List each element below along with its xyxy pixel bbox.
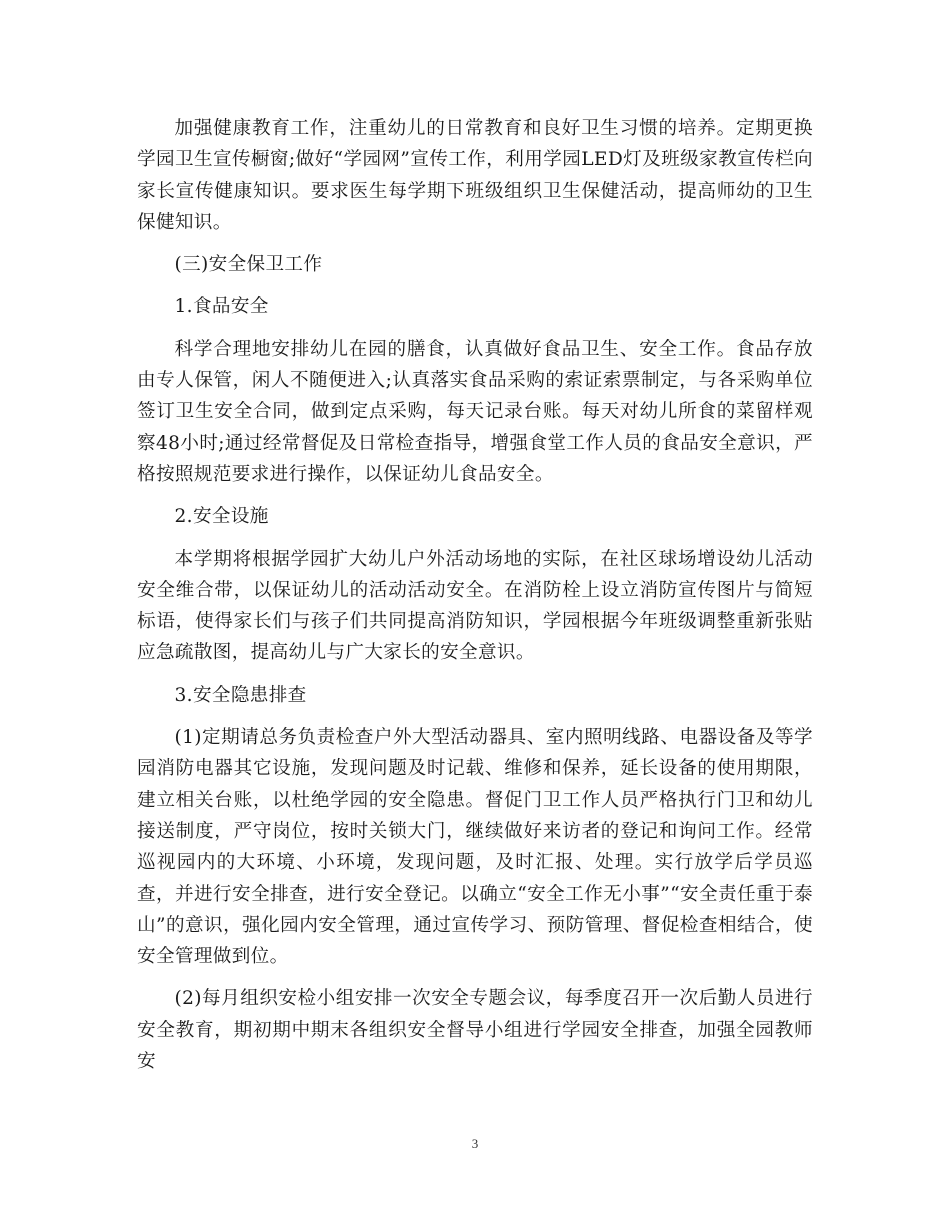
heading-security-work: (三)安全保卫工作 [174, 254, 323, 276]
paragraph-safety-facilities: 本学期将根据学园扩大幼儿户外活动场地的实际，在社区球场增设幼儿活动安全维合带，以保证幼儿的活动活动安全。在消防栓上设立消防宣传图片与简短标语，使得家长们与孩子们共同提高消防知识，学园根据今年班级调整重新张贴应急疏散图，提高幼儿与广大家长的安全意识。 [137, 548, 813, 664]
paragraph-health-education: 加强健康教育工作，注重幼儿的日常教育和良好卫生习惯的培养。定期更换学园卫生宣传橱窗;做好“学园网”宣传工作，利用学园LED灯及班级家教宣传栏向家长宣传健康知识。要求医生每学期下班级组织卫生保健活动，提高师幼的卫生保健知识。 [137, 118, 813, 233]
document-page [137, 113, 813, 1077]
paragraph-food-safety: 科学合理地安排幼儿在园的膳食，认真做好食品卫生、安全工作。食品存放由专人保管，闲人不随便进入;认真落实食品采购的索证索票制定，与各采购单位签订卫生安全合同，做到定点采购，每天记录台账。每天对幼儿所食的菜留样观察48小时;通过经常督促及日常检查指导，增强食堂工作人员的食品安全意识，严格按照规范要求进行操作，以保证幼儿食品安全。 [137, 338, 813, 485]
heading-hazard-inspection: 3.安全隐患排查 [174, 684, 307, 706]
heading-safety-facilities: 2.安全设施 [174, 506, 269, 528]
heading-food-safety: 1.食品安全 [174, 296, 269, 318]
paragraph-hazard-inspection-1: (1)定期请总务负责检查户外大型活动器具、室内照明线路、电器设备及等学园消防电器其它设施，发现问题及时记载、维修和保养，延长设备的使用期限，建立相关台账，以杜绝学园的安全隐患。督促门卫工作人员严格执行门卫和幼儿接送制度，严守岗位，按时关锁大门，继续做好来访者的登记和询问工作。经常巡视园内的大环境、小环境，发现问题，及时汇报、处理。实行放学后学员巡查，并进行安全排查，进行安全登记。以确立“安全工作无小事”“安全责任重于泰山”的意识，强化园内安全管理，通过宣传学习、预防管理、督促检查相结合，使安全管理做到位。 [137, 727, 813, 968]
page-number: 3 [471, 1136, 479, 1151]
paragraph-hazard-inspection-2: (2)每月组织安检小组安排一次安全专题会议，每季度召开一次后勤人员进行安全教育，期初期中期末各组织安全督导小组进行学园安全排查，加强全园教师安 [137, 988, 813, 1073]
